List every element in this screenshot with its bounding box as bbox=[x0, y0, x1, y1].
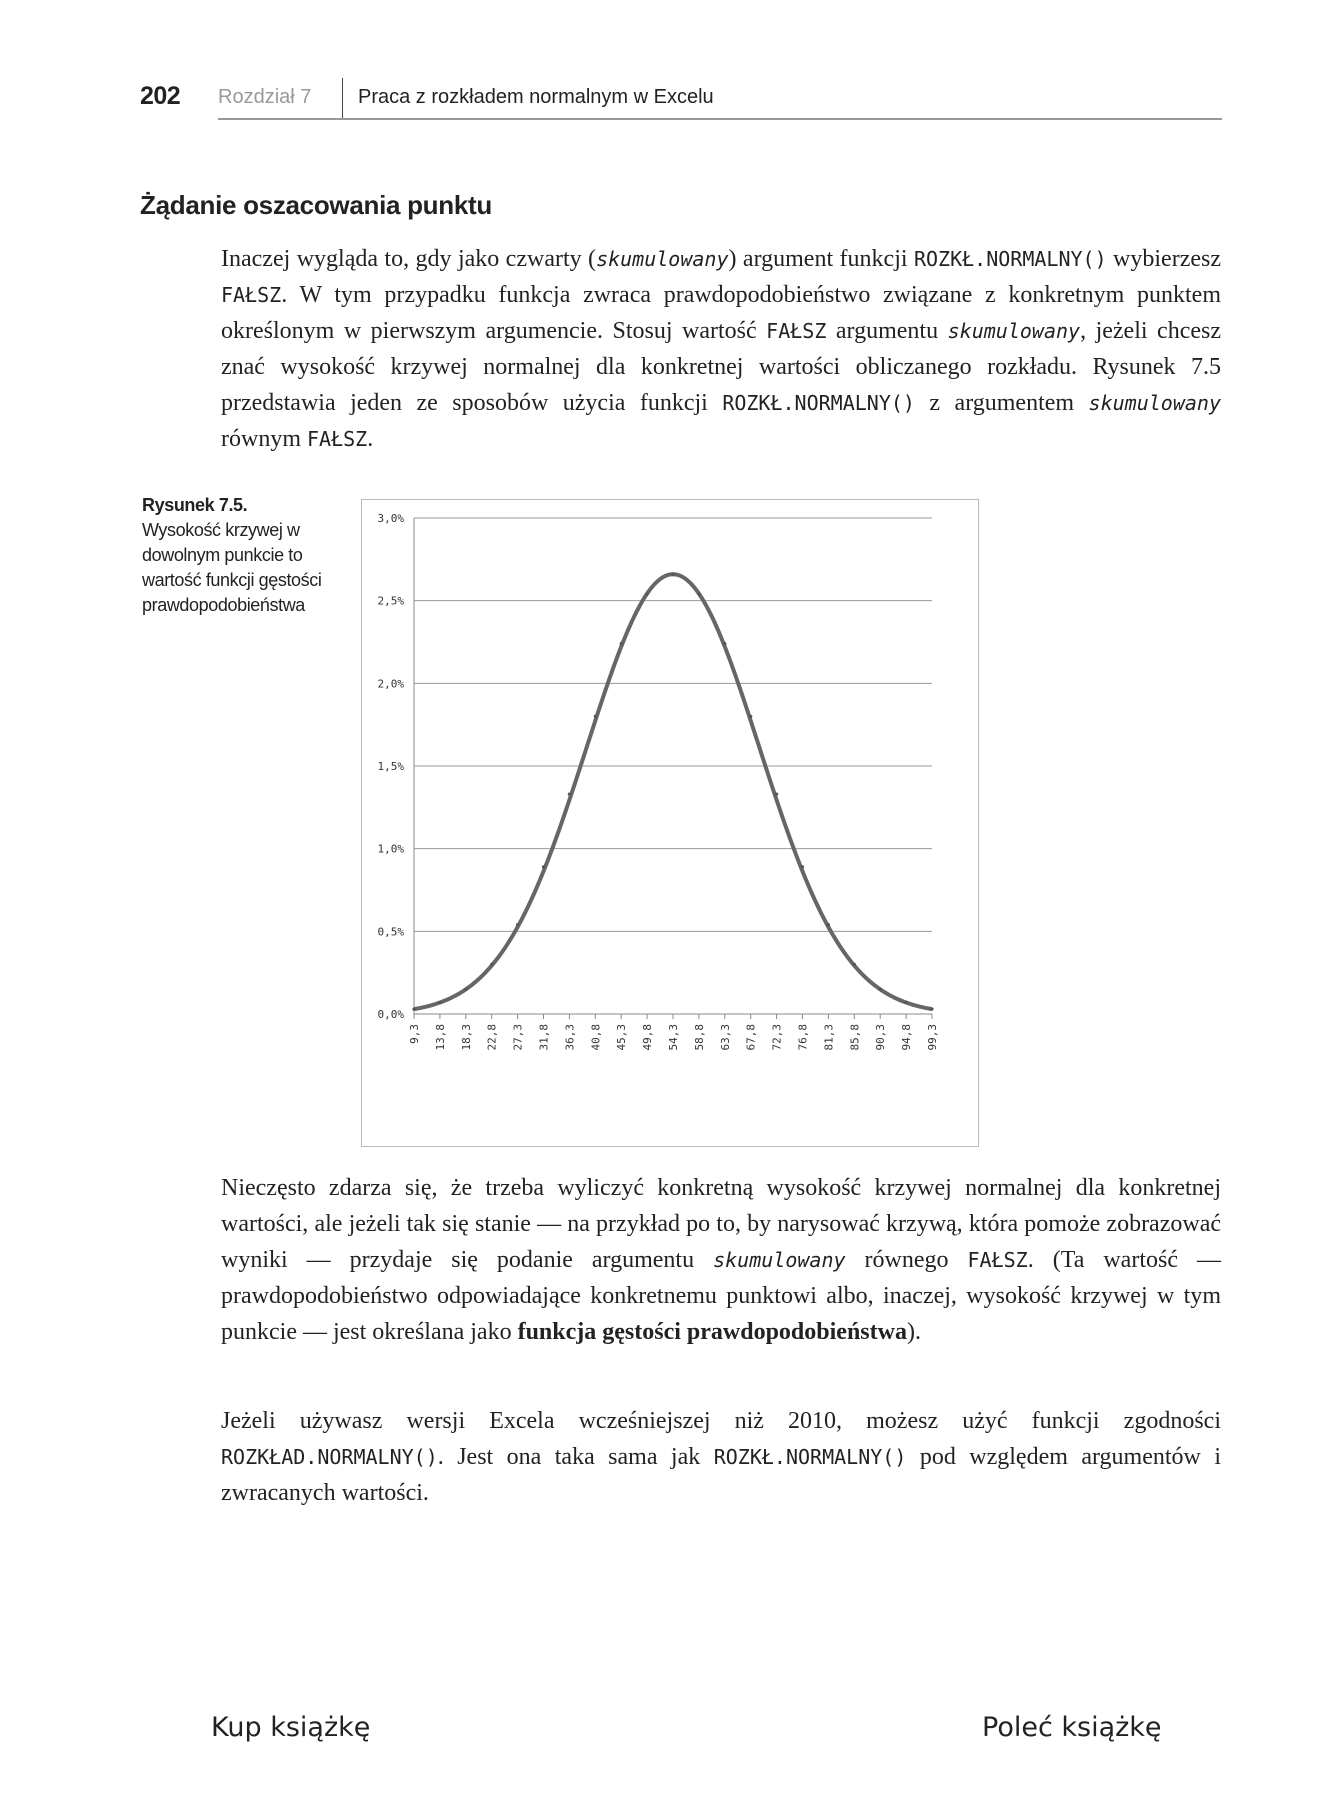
x-tick-label: 54,3 bbox=[667, 1024, 680, 1051]
y-tick-label: 2,5% bbox=[377, 594, 404, 608]
density-chart bbox=[362, 500, 978, 1146]
text: . Jest ona taka sama jak bbox=[437, 1444, 714, 1470]
y-tick-label: 2,0% bbox=[377, 677, 404, 691]
code-value: FAŁSZ bbox=[307, 427, 368, 451]
running-title: Praca z rozkładem normalnym w Excelu bbox=[358, 86, 714, 108]
code-arg: skumulowany bbox=[713, 1248, 846, 1272]
x-tick-label: 81,3 bbox=[822, 1024, 836, 1051]
x-tick-label: 85,8 bbox=[848, 1024, 862, 1051]
data-point bbox=[671, 573, 674, 576]
text: pod względem argumentów i zwracanych wartości. bbox=[221, 1444, 1221, 1506]
page-number: 202 bbox=[140, 82, 181, 110]
code-value: FAŁSZ bbox=[766, 319, 827, 343]
data-point bbox=[827, 923, 830, 926]
code-function: ROZKŁ.NORMALNY() bbox=[713, 1445, 907, 1469]
text: z argumentem bbox=[914, 390, 1089, 416]
text: Inaczej wygląda to, gdy jako czwarty ( bbox=[221, 246, 597, 272]
x-tick-label: 99,3 bbox=[926, 1024, 939, 1051]
code-arg: skumulowany bbox=[596, 247, 729, 271]
code-function: ROZKŁAD.NORMALNY() bbox=[221, 1445, 438, 1469]
recommend-book-link[interactable]: Poleć książkę bbox=[982, 1712, 1162, 1743]
x-tick-label: 94,8 bbox=[900, 1024, 914, 1051]
data-point bbox=[412, 1007, 415, 1010]
x-tick-label: 18,3 bbox=[459, 1024, 473, 1051]
y-tick-label: 0,5% bbox=[377, 925, 404, 939]
x-tick-label: 9,3 bbox=[408, 1024, 421, 1044]
data-point bbox=[853, 963, 856, 966]
buy-book-link[interactable]: Kup książkę bbox=[211, 1712, 371, 1743]
text: ). bbox=[906, 1319, 921, 1345]
text: wybierzesz bbox=[1106, 246, 1221, 272]
y-tick-label: 3,0% bbox=[377, 512, 404, 525]
x-tick-label: 13,8 bbox=[433, 1024, 447, 1051]
data-point bbox=[620, 642, 623, 645]
data-point bbox=[542, 865, 545, 868]
x-tick-label: 31,8 bbox=[537, 1024, 551, 1051]
data-point bbox=[879, 988, 882, 991]
code-value: FAŁSZ bbox=[967, 1248, 1028, 1272]
paragraph-compat bbox=[221, 1403, 1221, 1511]
x-tick-label: 45,3 bbox=[615, 1024, 629, 1051]
figure-label: Rysunek 7.5. bbox=[142, 495, 248, 515]
text: . W tym przypadku funkcja zwraca prawdopodobieństwo związane z konkretnym punktem określonym w pierwszym argumencie. Stosuj wartość bbox=[221, 282, 1221, 344]
x-tick-label: 76,8 bbox=[796, 1024, 810, 1051]
paragraph-intro bbox=[221, 241, 1221, 457]
data-point bbox=[697, 592, 700, 595]
density-curve bbox=[414, 574, 932, 1009]
data-point bbox=[594, 715, 597, 718]
y-tick-label: 1,5% bbox=[377, 760, 404, 773]
code-value: FAŁSZ bbox=[221, 283, 282, 307]
header-separator bbox=[342, 78, 343, 120]
text: . bbox=[367, 426, 374, 452]
figure-caption-text: Wysokość krzywej w dowolnym punkcie to wartość funkcji gęstości prawdopodobieństwa bbox=[142, 520, 322, 615]
text: argumentu bbox=[826, 318, 948, 344]
x-tick-label: 90,3 bbox=[874, 1024, 888, 1051]
data-point bbox=[749, 715, 752, 718]
data-point bbox=[801, 865, 804, 868]
text: ) argument funkcji bbox=[728, 246, 914, 272]
code-function: ROZKŁ.NORMALNY() bbox=[722, 391, 915, 415]
code-function: ROZKŁ.NORMALNY() bbox=[913, 247, 1107, 271]
x-tick-label: 49,8 bbox=[641, 1024, 655, 1051]
y-tick-label: 1,0% bbox=[377, 842, 404, 856]
data-point bbox=[723, 642, 726, 645]
x-tick-label: 58,8 bbox=[692, 1024, 706, 1051]
bold-term: funkcja gęstości prawdopodobieństwa bbox=[517, 1319, 907, 1345]
data-point bbox=[930, 1007, 933, 1010]
y-tick-label: 0,0% bbox=[377, 1008, 404, 1021]
data-point bbox=[646, 592, 649, 595]
x-tick-label: 40,8 bbox=[589, 1024, 603, 1051]
data-point bbox=[490, 963, 493, 966]
text: , jeżeli chcesz znać wysokość krzywej normalnej dla konkretnej wartości obliczanego rozkładu. Rysunek 7.5 przedstawia jeden ze sposobów użycia funkcji bbox=[221, 318, 1221, 416]
figure-caption bbox=[142, 493, 342, 618]
code-arg: skumulowany bbox=[1088, 391, 1221, 415]
data-point bbox=[438, 1001, 441, 1004]
code-arg: skumulowany bbox=[947, 319, 1081, 343]
text: równym bbox=[221, 426, 307, 452]
chart-frame bbox=[361, 499, 979, 1147]
data-point bbox=[516, 923, 519, 926]
text: Jeżeli używasz wersji Excela wcześniejszej niż 2010, możesz użyć funkcji zgodności bbox=[221, 1408, 1221, 1434]
text: Nieczęsto zdarza się, że trzeba wyliczyć konkretną wysokość krzywej normalnej dla konkretnej wartości, ale jeżeli tak się stanie — na przykład po to, by narysować krzywą, która pomoże zobrazować wyniki — przydaje się podanie argumentu bbox=[221, 1175, 1221, 1273]
header-rule bbox=[218, 118, 1222, 120]
data-point bbox=[568, 793, 571, 796]
paragraph-density bbox=[221, 1170, 1221, 1350]
text: równego bbox=[845, 1247, 968, 1273]
section-title: Żądanie oszacowania punktu bbox=[140, 190, 492, 220]
x-tick-label: 22,8 bbox=[485, 1024, 499, 1051]
x-tick-label: 27,3 bbox=[511, 1024, 525, 1051]
x-tick-label: 63,3 bbox=[718, 1024, 732, 1051]
page-header bbox=[140, 78, 1222, 120]
chapter-label: Rozdział 7 bbox=[218, 86, 312, 108]
x-tick-label: 72,3 bbox=[770, 1024, 784, 1051]
data-point bbox=[905, 1001, 908, 1004]
x-tick-label: 36,3 bbox=[563, 1024, 577, 1051]
data-point bbox=[775, 793, 778, 796]
x-tick-label: 67,8 bbox=[744, 1024, 758, 1051]
data-point bbox=[464, 988, 467, 991]
text: . (Ta wartość — prawdopodobieństwo odpowiadające konkretnemu punktowi albo, inaczej, wysokość krzywej w tym punkcie — jest określana jako bbox=[221, 1247, 1221, 1345]
